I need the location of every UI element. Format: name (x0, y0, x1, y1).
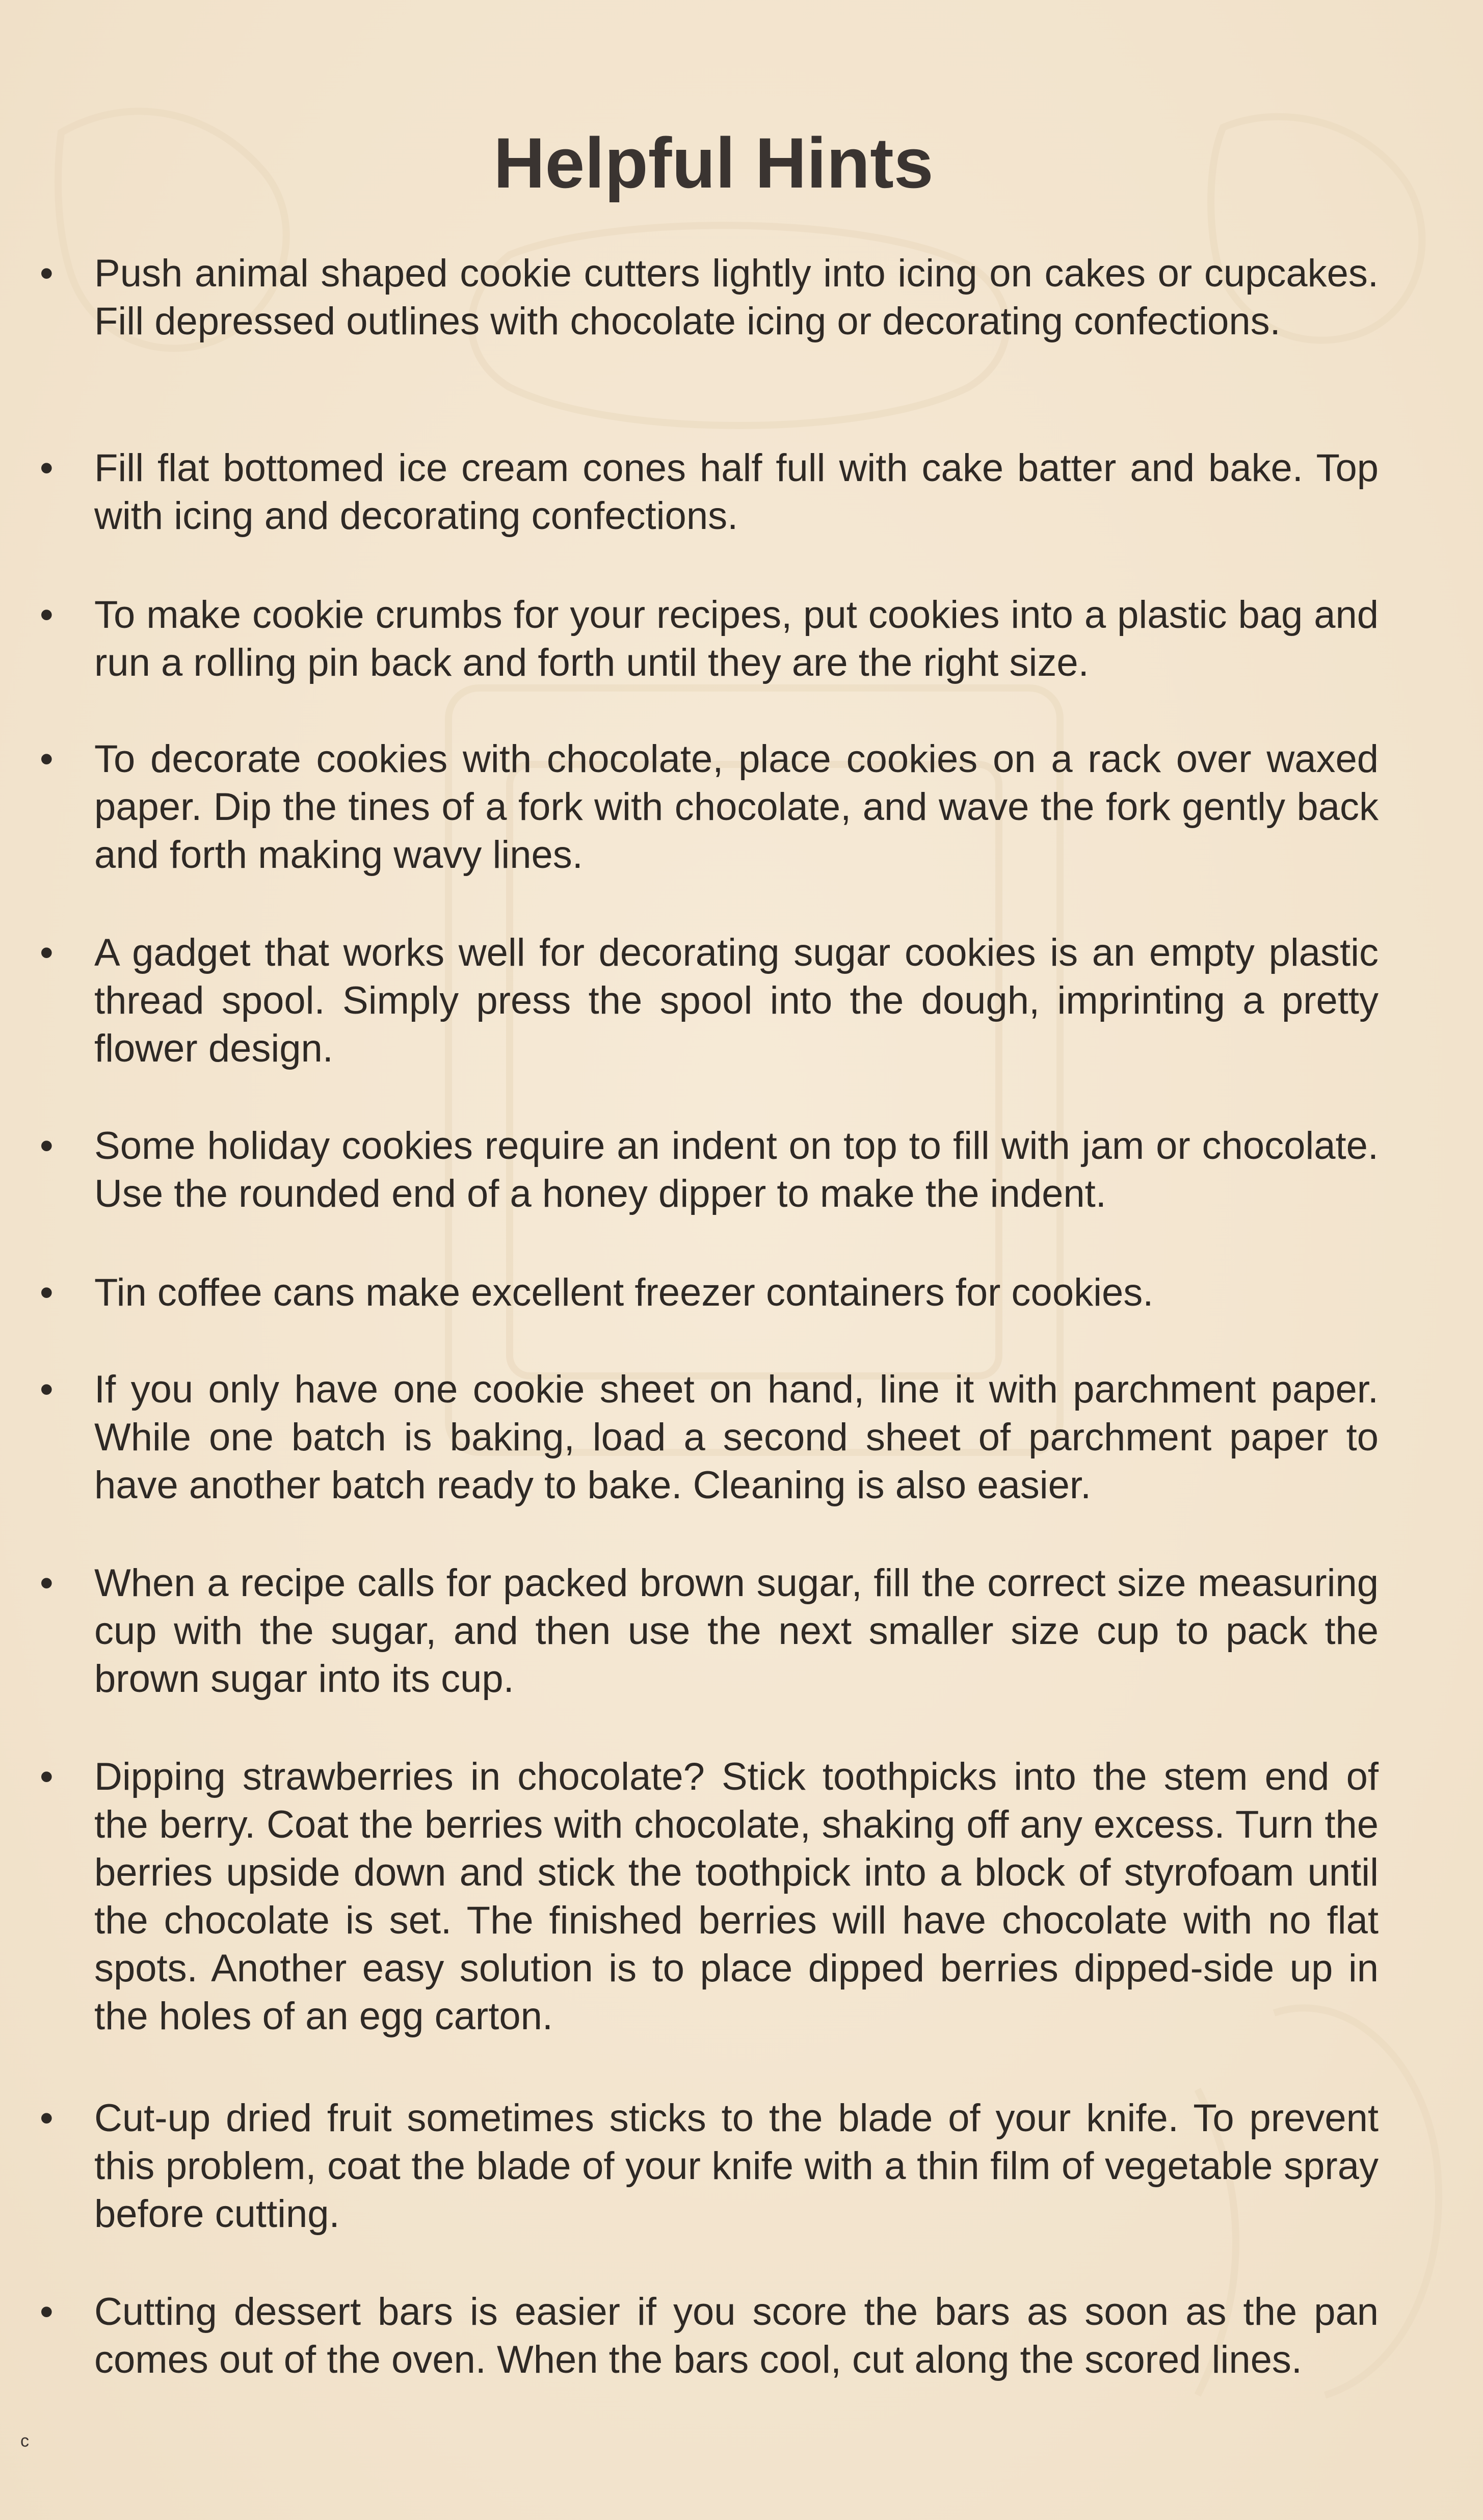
bullet-icon: • (40, 2290, 54, 2333)
bullet-icon: • (40, 737, 54, 781)
bullet-icon: • (40, 593, 54, 636)
bullet-icon: • (40, 1271, 54, 1314)
hint-text: If you only have one cookie sheet on hand, line it with parchment paper. While one batch is baking, load a second sheet of parchment paper to have another batch ready to bake. Cleaning is also easier. (94, 1368, 1379, 1507)
hint-text: Dipping strawberries in chocolate? Stick toothpicks into the stem end of the berry. Coat the berries with chocolate, shaking off any excess. Turn the berries upside down and stick the toothpick into a block of styrofoam until the chocolate is set. The finished berries will have chocolate with no flat spots. Another easy solution is to place dipped berries dipped-side up in the holes of an egg carton. (94, 1755, 1379, 2038)
hint-text: To decorate cookies with chocolate, place cookies on a rack over waxed paper. Dip the tines of a fork with chocolate, and wave the fork gently back and forth making wavy lines. (94, 737, 1379, 877)
bullet-icon: • (40, 2097, 54, 2140)
hint-text: Some holiday cookies require an indent on top to fill with jam or chocolate. Use the rounded end of a honey dipper to make the indent. (94, 1124, 1379, 1215)
bullet-icon: • (40, 1124, 54, 1168)
hint-text: To make cookie crumbs for your recipes, put cookies into a plastic bag and run a rolling pin back and forth until they are the right size. (94, 593, 1379, 684)
hint-text: Fill flat bottomed ice cream cones half full with cake batter and bake. Top with icing and decorating confections. (94, 446, 1379, 538)
bullet-icon: • (40, 1755, 54, 1798)
bullet-icon: • (40, 446, 54, 490)
bullet-icon: • (40, 1368, 54, 1411)
bullet-icon: • (40, 931, 54, 974)
hint-text: Cut-up dried fruit sometimes sticks to the blade of your knife. To prevent this problem, coat the blade of your knife with a thin film of vegetable spray before cutting. (94, 2097, 1379, 2236)
bullet-icon: • (40, 1561, 54, 1605)
hint-text: When a recipe calls for packed brown sugar, fill the correct size measuring cup with the sugar, and then use the next smaller size cup to pack the brown sugar into its cup. (94, 1561, 1379, 1701)
bullet-icon: • (40, 252, 54, 295)
corner-mark: c (20, 2431, 29, 2451)
page-title: Helpful Hints (493, 123, 934, 203)
hint-text: Tin coffee cans make excellent freezer containers for cookies. (94, 1271, 1154, 1314)
hint-text: Cutting dessert bars is easier if you score the bars as soon as the pan comes out of the oven. When the bars cool, cut along the scored lines. (94, 2290, 1379, 2381)
hint-text: Push animal shaped cookie cutters lightly into icing on cakes or cupcakes. Fill depressed outlines with chocolate icing or decorating confections. (94, 252, 1379, 343)
hint-text: A gadget that works well for decorating sugar cookies is an empty plastic thread spool. Simply press the spool into the dough, imprinting a pretty flower design. (94, 931, 1379, 1070)
